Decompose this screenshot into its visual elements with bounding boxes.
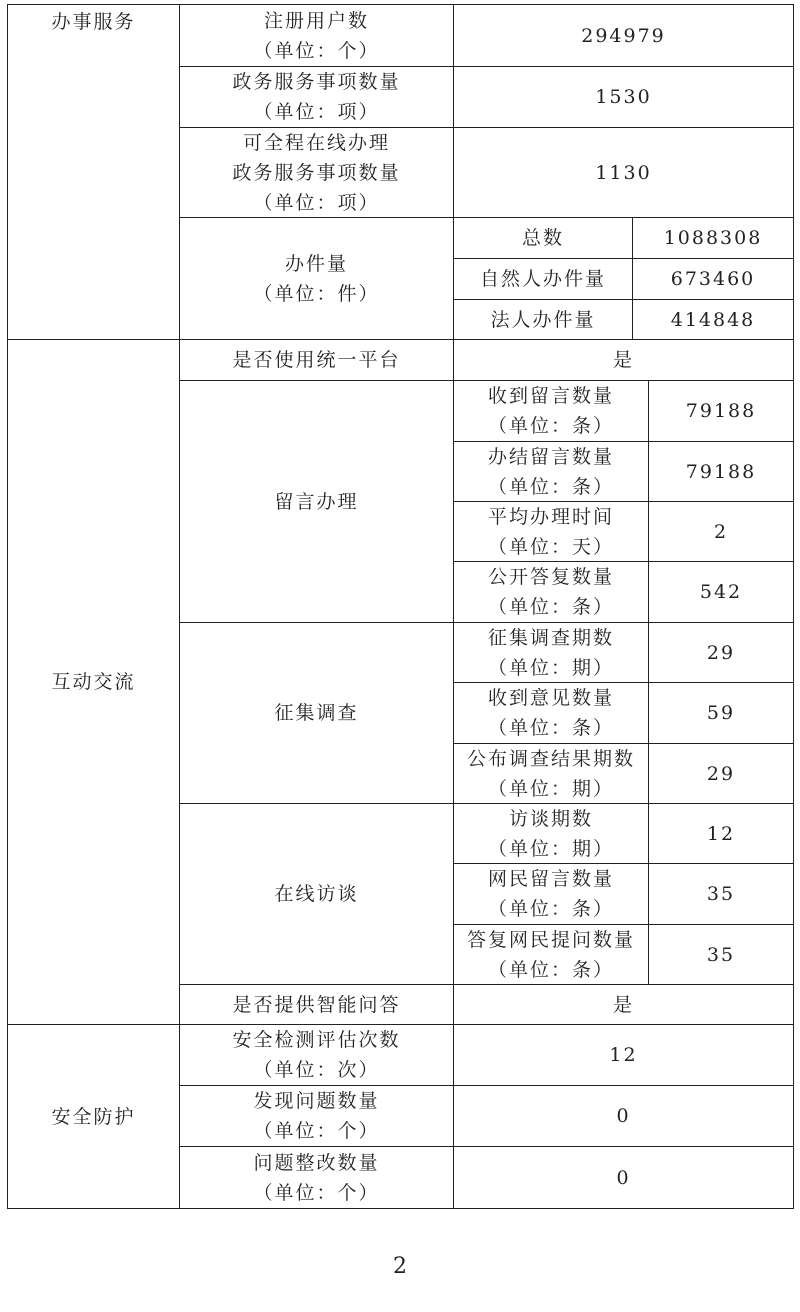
label-line: 征集调查期数 bbox=[487, 626, 614, 649]
value: 29 bbox=[706, 641, 736, 664]
label-line: 发现问题数量 bbox=[253, 1090, 380, 1112]
unit-line: （单位：项） bbox=[253, 191, 380, 214]
reg-users-label bbox=[179, 4, 454, 67]
value: 1088308 bbox=[663, 227, 763, 249]
interview-messages-label bbox=[453, 863, 649, 925]
value: 542 bbox=[699, 581, 743, 603]
survey-results-value bbox=[648, 743, 794, 804]
unit-line: （单位：条） bbox=[487, 475, 614, 498]
label-line: 平均办理时间 bbox=[487, 505, 614, 528]
label-line: 办件量 bbox=[284, 252, 348, 275]
messages-resolved-label bbox=[453, 441, 649, 502]
gov-items-label bbox=[179, 66, 454, 128]
label-line: 网民留言数量 bbox=[487, 868, 614, 890]
messages-resolved-value bbox=[648, 441, 794, 502]
value: 79188 bbox=[685, 460, 757, 483]
group-label: 在线访谈 bbox=[274, 883, 359, 905]
smart-qa-value bbox=[453, 984, 794, 1025]
unit-line: （单位：期） bbox=[487, 777, 614, 800]
unit-line: （单位：条） bbox=[487, 898, 614, 920]
value: 35 bbox=[706, 883, 736, 905]
issues-found-label bbox=[179, 1085, 454, 1147]
section-label: 安全防护 bbox=[51, 1105, 136, 1128]
page-number: 2 bbox=[393, 1254, 407, 1279]
value: 414848 bbox=[670, 308, 756, 331]
value: 59 bbox=[706, 702, 736, 724]
section-service bbox=[7, 4, 180, 340]
label-line: 政务服务事项数量 bbox=[232, 161, 401, 184]
survey-opinions-label bbox=[453, 682, 649, 744]
cases-legal-label bbox=[453, 299, 633, 340]
label-line: 访谈期数 bbox=[508, 807, 593, 830]
messages-group bbox=[179, 380, 454, 623]
issues-fixed-value bbox=[453, 1146, 794, 1209]
section-label: 互动交流 bbox=[51, 671, 136, 693]
label-line: 总数 bbox=[521, 227, 564, 249]
sec-checks-value bbox=[453, 1024, 794, 1086]
survey-opinions-value bbox=[648, 682, 794, 744]
interview-messages-value bbox=[648, 863, 794, 925]
label-line: 是否提供智能问答 bbox=[232, 993, 401, 1016]
label-line: 办结留言数量 bbox=[487, 445, 614, 468]
cases-total-label bbox=[453, 217, 633, 259]
value: 12 bbox=[706, 822, 736, 845]
interview-answers-label bbox=[453, 924, 649, 985]
group-label: 留言办理 bbox=[274, 490, 359, 513]
label-line: 收到留言数量 bbox=[487, 385, 614, 407]
label-line: 自然人办件量 bbox=[479, 268, 606, 290]
unified-platform-value bbox=[453, 339, 794, 381]
issues-fixed-label bbox=[179, 1146, 454, 1209]
cases-natural-label bbox=[453, 258, 633, 300]
label-line: 公布调查结果期数 bbox=[466, 747, 635, 770]
unit-line: （单位：条） bbox=[487, 958, 614, 981]
value: 673460 bbox=[670, 268, 756, 290]
label-line: 问题整改数量 bbox=[253, 1151, 380, 1174]
unit-line: （单位：条） bbox=[487, 717, 614, 739]
unit-line: （单位：条） bbox=[487, 596, 614, 618]
value: 是 bbox=[612, 349, 634, 371]
avg-time-label bbox=[453, 501, 649, 562]
cases-natural-value bbox=[632, 258, 794, 300]
cases-total-value bbox=[632, 217, 794, 259]
section-label: 办事服务 bbox=[51, 11, 136, 33]
interview-group bbox=[179, 803, 454, 985]
group-label: 征集调查 bbox=[274, 702, 359, 724]
online-items-value bbox=[453, 127, 794, 218]
unit-line: （单位：个） bbox=[253, 39, 380, 62]
avg-time-value bbox=[648, 501, 794, 562]
label-line: 答复网民提问数量 bbox=[466, 928, 635, 951]
unit-line: （单位：项） bbox=[253, 101, 380, 123]
unit-line: （单位：次） bbox=[253, 1059, 380, 1081]
interview-periods-value bbox=[648, 803, 794, 864]
unit-line: （单位：天） bbox=[487, 535, 614, 558]
label-line: 安全检测评估次数 bbox=[232, 1029, 401, 1051]
unit-line: （单位：个） bbox=[253, 1181, 380, 1204]
value: 2 bbox=[713, 520, 729, 543]
value: 1130 bbox=[595, 161, 652, 184]
unit-line: （单位：期） bbox=[487, 837, 614, 860]
unified-platform-label bbox=[179, 339, 454, 381]
sec-checks-label bbox=[179, 1024, 454, 1086]
survey-results-label bbox=[453, 743, 649, 804]
unit-line: （单位：个） bbox=[253, 1120, 380, 1142]
unit-line: （单位：条） bbox=[487, 415, 614, 437]
label-line: 可全程在线办理 bbox=[242, 131, 390, 154]
unit-line: （单位：期） bbox=[487, 656, 614, 679]
public-replies-value bbox=[648, 561, 794, 623]
value: 0 bbox=[616, 1105, 631, 1127]
label-line: 公开答复数量 bbox=[487, 566, 614, 588]
label-line: 政务服务事项数量 bbox=[232, 71, 401, 93]
survey-periods-value bbox=[648, 622, 794, 683]
value: 0 bbox=[616, 1166, 631, 1189]
section-interaction bbox=[7, 339, 180, 1025]
value: 是 bbox=[612, 993, 634, 1016]
online-items-label bbox=[179, 127, 454, 218]
value: 35 bbox=[706, 943, 736, 966]
value: 79188 bbox=[685, 400, 757, 422]
survey-periods-label bbox=[453, 622, 649, 683]
section-security bbox=[7, 1024, 180, 1209]
public-replies-label bbox=[453, 561, 649, 623]
messages-received-label bbox=[453, 380, 649, 442]
label-line: 法人办件量 bbox=[490, 308, 596, 331]
label-line: 是否使用统一平台 bbox=[232, 349, 401, 371]
smart-qa-label bbox=[179, 984, 454, 1025]
interview-answers-value bbox=[648, 924, 794, 985]
value: 1530 bbox=[595, 86, 652, 108]
issues-found-value bbox=[453, 1085, 794, 1147]
label-line: 收到意见数量 bbox=[487, 687, 614, 709]
value: 29 bbox=[706, 762, 736, 785]
interview-periods-label bbox=[453, 803, 649, 864]
cases-legal-value bbox=[632, 299, 794, 340]
reg-users-value bbox=[453, 4, 794, 67]
survey-group bbox=[179, 622, 454, 804]
gov-items-value bbox=[453, 66, 794, 128]
cases-label bbox=[179, 217, 454, 340]
value: 12 bbox=[609, 1044, 638, 1066]
label-line: 注册用户数 bbox=[263, 9, 369, 32]
messages-received-value bbox=[648, 380, 794, 442]
value: 294979 bbox=[581, 24, 666, 47]
unit-line: （单位：件） bbox=[253, 282, 380, 305]
